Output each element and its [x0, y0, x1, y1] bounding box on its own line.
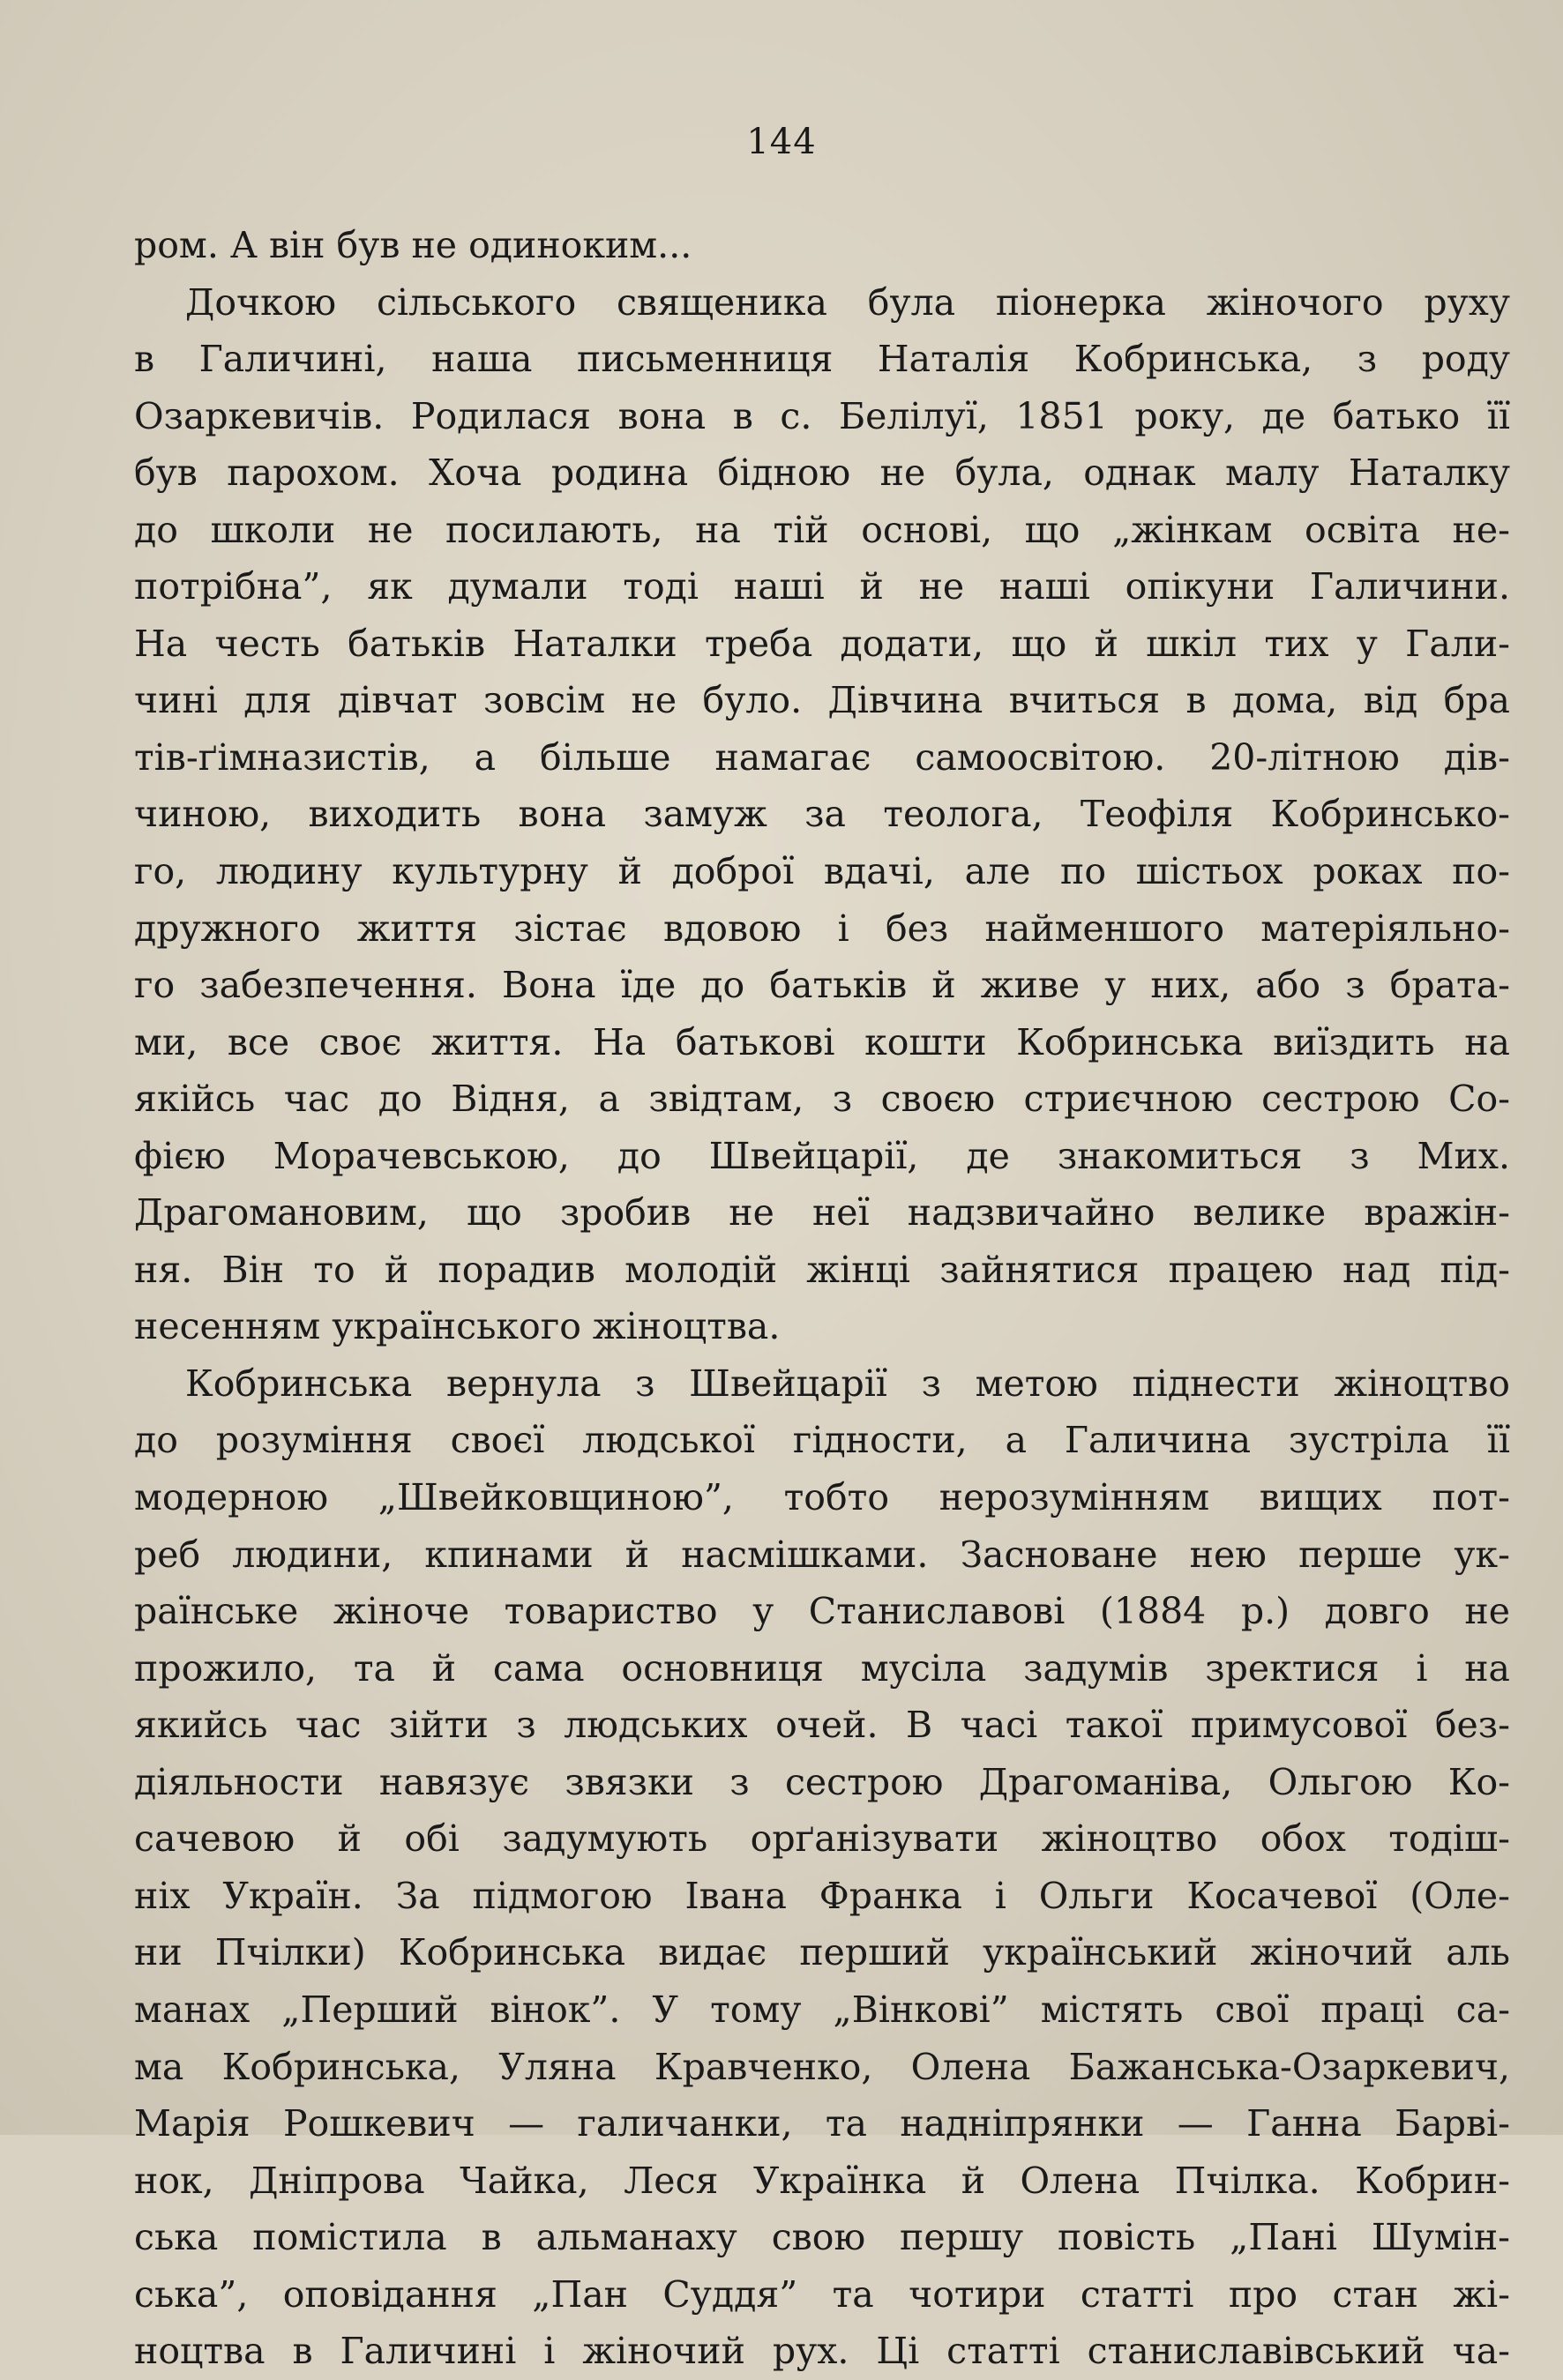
page-number: 144 — [746, 122, 817, 162]
text-line: манах „Перший вінок”. У тому „Вінкові” містять свої праці са- — [134, 1988, 1510, 2031]
text-line: модерною „Швейковщиною”, тобто нерозумінням вищих пот- — [134, 1476, 1510, 1519]
text-line: чиною, виходить вона замуж за теолога, Теофіля Кобринсько- — [134, 793, 1510, 836]
text-line: ма Кобринська, Уляна Кравченко, Олена Бажанська-Озаркевич, — [134, 2045, 1510, 2088]
body-text — [134, 217, 1510, 2380]
text-line: якійсь час до Відня, а звідтам, з своєю стриєчною сестрою Со- — [134, 1078, 1510, 1121]
text-line: потрібна”, як думали тоді наші й не наші опікуни Галичини. — [134, 565, 1510, 608]
text-line: реб людини, кпинами й насмішками. Засноване нею перше ук- — [134, 1533, 1510, 1576]
text-line: прожило, та й сама основниця мусіла задумів зректися і на — [134, 1646, 1510, 1690]
text-line: раїнське жіноче товариство у Станиславові (1884 р.) довго не — [134, 1590, 1510, 1633]
text-line: На честь батьків Наталки треба додати, що й шкіл тих у Гали- — [134, 622, 1510, 665]
text-line: Кобринська вернула з Швейцарії з метою піднести жіноцтво — [185, 1362, 1510, 1405]
text-line: тів-ґімназистів, а більше намагає самоосвітою. 20-літною дів- — [134, 735, 1510, 779]
text-line: го забезпечення. Вона їде до батьків й живе у них, або з брата- — [134, 964, 1510, 1007]
text-line: був парохом. Хоча родина бідною не була, однак малу Наталку — [134, 451, 1510, 495]
text-line: ська”, оповідання „Пан Суддя” та чотири статті про стан жі- — [134, 2272, 1510, 2316]
text-line: ми, все своє життя. На батькові кошти Кобринська виїздить на — [134, 1020, 1510, 1063]
text-line: ни Пчілки) Кобринська видає перший український жіночий аль — [134, 1931, 1510, 1974]
text-line: Дочкою сільського священика була піонерка жіночого руху — [185, 280, 1510, 324]
text-line: Драгомановим, що зробив не неї надзвичайно велике вражін- — [134, 1191, 1510, 1235]
text-line: діяльности навязує звязки з сестрою Драгоманіва, Ольгою Ко- — [134, 1760, 1510, 1803]
text-line: чині для дівчат зовсім не було. Дівчина вчиться в дома, від бра — [134, 679, 1510, 722]
text-line: Марія Рошкевич — галичанки, та надніпрянки — Ганна Барві- — [134, 2102, 1510, 2145]
text-line: сачевою й обі задумують орґанізувати жіноцтво обох тодіш- — [134, 1817, 1510, 1861]
text-line: Озаркевичів. Родилася вона в с. Белілуї, 1851 року, де батько її — [134, 394, 1510, 437]
text-line: несенням українського жіноцтва. — [134, 1305, 781, 1348]
text-line: ром. А він був не одиноким... — [134, 224, 692, 266]
text-line: фією Морачевською, до Швейцарії, де знакомиться з Мих. — [134, 1134, 1510, 1177]
text-line: ноцтва в Галичині і жіночий рух. Ці статті станиславівський ча- — [134, 2330, 1510, 2373]
text-line: го, людину культурну й доброї вдачі, але по шістьох роках по- — [134, 850, 1510, 893]
text-line: ська помістила в альманаху свою першу повість „Пані Шумін- — [134, 2216, 1510, 2259]
text-line: дружного життя зістає вдовою і без найменшого матеріяльно- — [134, 906, 1510, 950]
text-line: до школи не посилають, на тій основі, що „жінкам освіта не- — [134, 508, 1510, 551]
text-line: ня. Він то й порадив молодій жінці зайнятися працею над під- — [134, 1248, 1510, 1291]
text-line: ніх Україн. За підмогою Івана Франка і Ольги Косачевої (Оле- — [134, 1874, 1510, 1917]
text-line: якийсь час зійти з людських очей. В часі такої примусової без- — [134, 1704, 1510, 1747]
text-line: в Галичині, наша письменниця Наталія Кобринська, з роду — [134, 338, 1510, 381]
text-line: нок, Дніпрова Чайка, Леся Українка й Олена Пчілка. Кобрин- — [134, 2159, 1510, 2202]
text-line: до розуміння своєї людської гідности, а Галичина зустріла її — [134, 1419, 1510, 1462]
